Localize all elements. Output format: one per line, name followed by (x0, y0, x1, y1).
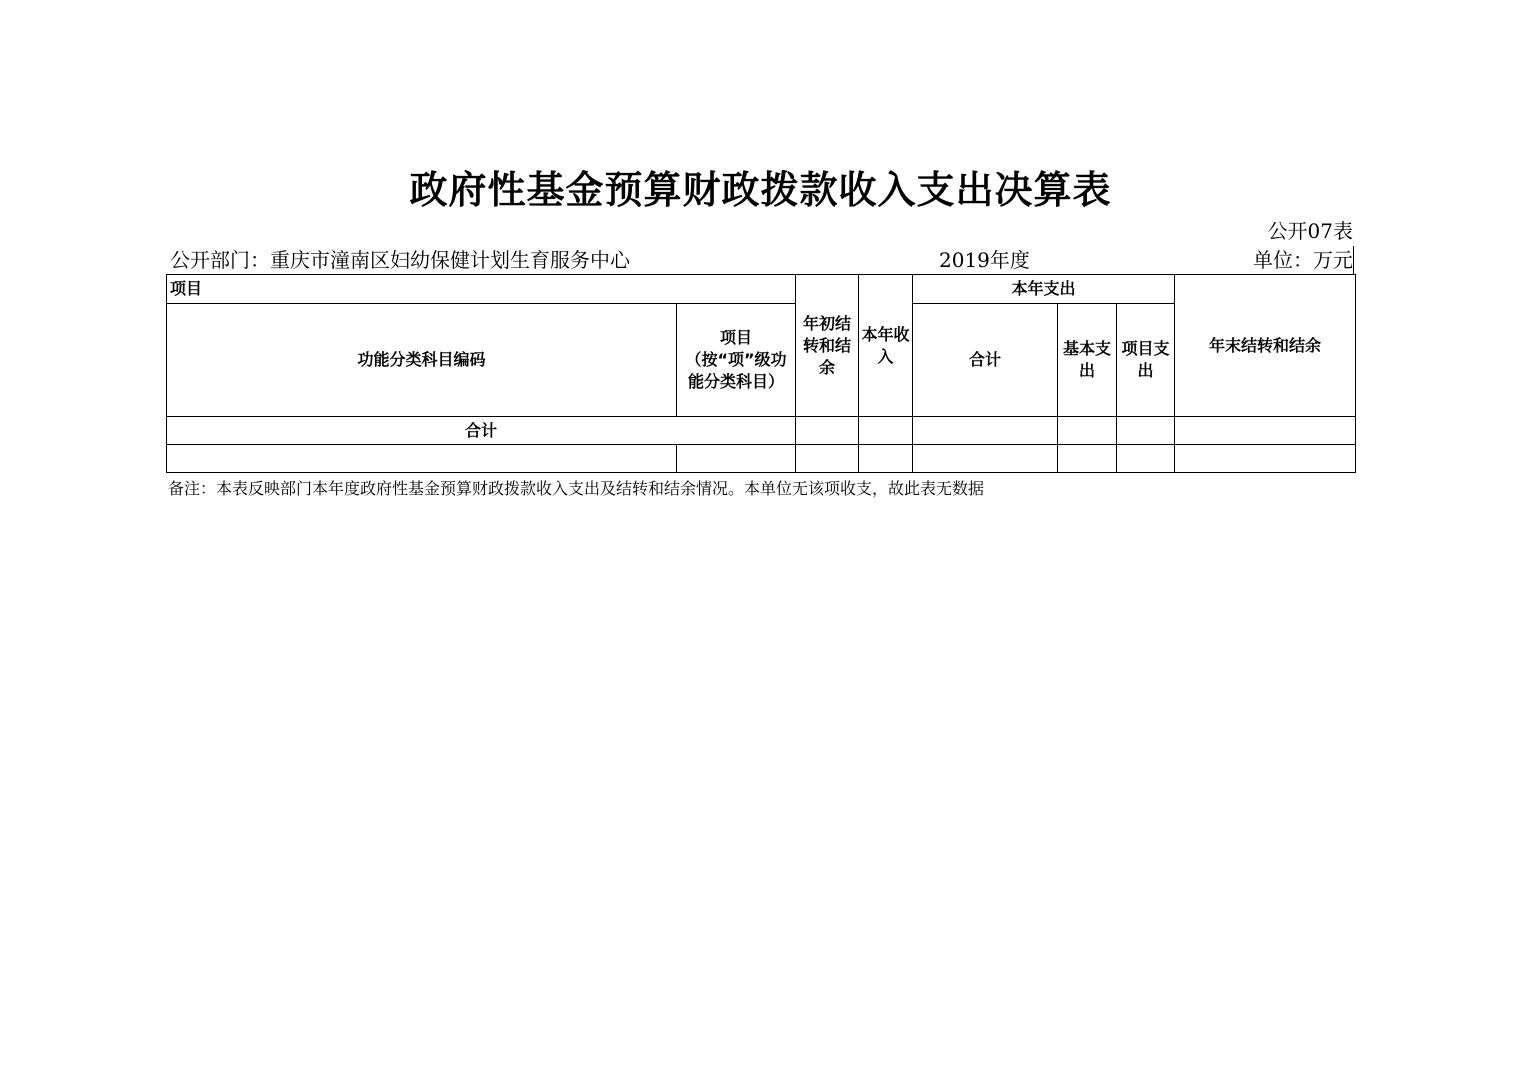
table-cell (859, 417, 913, 445)
meta-row (168, 246, 1353, 274)
project-by-item-header: 项目（按“项”级功能分类科目） (677, 304, 796, 417)
table-cell (1058, 417, 1117, 445)
table-cell (677, 445, 796, 473)
footnote: 备注：本表反映部门本年度政府性基金预算财政拨款收入支出及结转和结余情况。本单位无该项收支，故此表无数据 (168, 479, 985, 498)
divider (1353, 246, 1354, 274)
table-cell (796, 417, 859, 445)
begin-balance-header: 年初结转和结余 (796, 275, 859, 417)
report-table (166, 274, 1356, 473)
table-cell (1175, 417, 1356, 445)
table-cell (913, 445, 1058, 473)
table-cell (1117, 445, 1175, 473)
table-cell (1117, 417, 1175, 445)
basic-expense-header: 基本支出 (1058, 304, 1117, 417)
expense-total-header: 合计 (913, 304, 1058, 417)
table-cell (913, 417, 1058, 445)
unit-label: 单位：万元 (1253, 248, 1353, 272)
end-balance-header: 年末结转和结余 (1175, 275, 1356, 417)
department-label: 公开部门：重庆市潼南区妇幼保健计划生育服务中心 (170, 248, 630, 272)
fiscal-year-label: 2019年度 (939, 248, 1030, 272)
project-expense-header: 项目支出 (1117, 304, 1175, 417)
project-header: 项目 (167, 275, 796, 304)
table-cell (796, 445, 859, 473)
form-number: 公开07表 (1267, 219, 1353, 243)
func-code-header: 功能分类科目编码 (167, 304, 677, 417)
table-row (167, 445, 1356, 473)
total-row-label: 合计 (167, 417, 796, 445)
header-row-1 (167, 275, 1356, 304)
table-cell (859, 445, 913, 473)
table-cell (1058, 445, 1117, 473)
year-income-header: 本年收入 (859, 275, 913, 417)
table-cell (1175, 445, 1356, 473)
table-cell (167, 445, 677, 473)
page-title: 政府性基金预算财政拨款收入支出决算表 (409, 168, 1112, 212)
total-row (167, 417, 1356, 445)
year-expense-header: 本年支出 (913, 275, 1175, 304)
